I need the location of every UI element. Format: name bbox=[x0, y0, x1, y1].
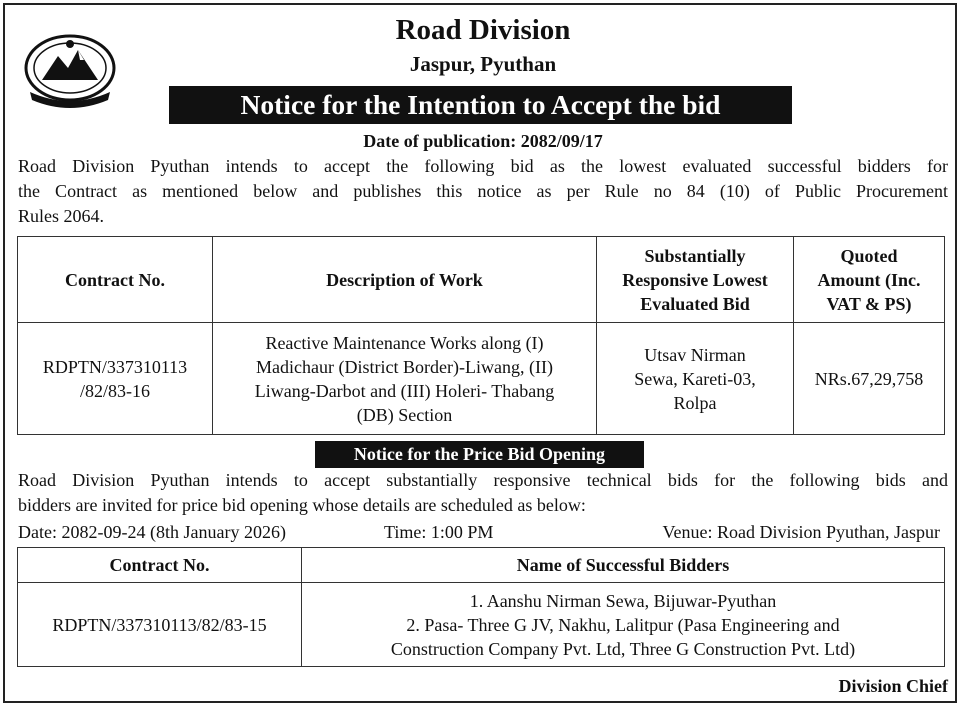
header-contract-no: Contract No. bbox=[18, 237, 213, 323]
cell-amount: NRs.67,29,758 bbox=[794, 323, 945, 435]
opening-time: Time: 1:00 PM bbox=[384, 522, 494, 542]
table-header-row bbox=[18, 237, 945, 323]
table-row bbox=[18, 583, 945, 667]
publication-date: Date of publication: 2082/09/17 bbox=[363, 131, 603, 151]
price-bid-line-2: bidders are invited for price bid opening whose details are scheduled as below: bbox=[18, 495, 586, 515]
signature-title: Division Chief bbox=[838, 676, 948, 696]
header-quoted-amount: Quoted Amount (Inc. VAT & PS) bbox=[794, 237, 945, 323]
cell-bidder: Utsav Nirman Sewa, Kareti-03, Rolpa bbox=[597, 323, 794, 435]
office-location: Jaspur, Pyuthan bbox=[409, 52, 557, 76]
table-row bbox=[18, 323, 945, 435]
intro-line-2: the Contract as mentioned below and publishes this notice as per Rule no 84 (10) of Public Procurement bbox=[18, 181, 948, 201]
notice-banner: Notice for the Intention to Accept the bid bbox=[169, 86, 792, 124]
header-bidders: Name of Successful Bidders bbox=[302, 548, 945, 583]
opening-venue: Venue: Road Division Pyuthan, Jaspur bbox=[662, 522, 940, 542]
header-evaluated-bid: Substantially Responsive Lowest Evaluated Bid bbox=[597, 237, 794, 323]
price-bid-banner: Notice for the Price Bid Opening bbox=[315, 441, 644, 468]
office-name: Road Division bbox=[395, 14, 571, 46]
cell-description: Reactive Maintenance Works along (I) Madichaur (District Border)-Liwang, (II) Liwang-Darbot and (III) Holeri- Thabang (DB) Section bbox=[213, 323, 597, 435]
accepted-bid-table bbox=[17, 236, 945, 435]
header-description: Description of Work bbox=[213, 237, 597, 323]
table-header-row bbox=[18, 548, 945, 583]
intro-line-3: Rules 2064. bbox=[18, 206, 105, 226]
cell-bidders: 1. Aanshu Nirman Sewa, Bijuwar-Pyuthan 2. Pasa- Three G JV, Nakhu, Lalitpur (Pasa Engineering and Construction Company Pvt. Ltd, Three G Construction Pvt. Ltd) bbox=[302, 583, 945, 667]
price-bid-line-1: Road Division Pyuthan intends to accept substantially responsive technical bids for the following bids and bbox=[18, 470, 948, 490]
cell-contract-no: RDPTN/337310113/82/83-15 bbox=[18, 583, 302, 667]
cell-contract-no: RDPTN/337310113 /82/83-16 bbox=[18, 323, 213, 435]
header-contract-no: Contract No. bbox=[18, 548, 302, 583]
intro-line-1: Road Division Pyuthan intends to accept the following bid as the lowest evaluated successful bidders for bbox=[18, 156, 948, 176]
opening-date: Date: 2082-09-24 (8th January 2026) bbox=[18, 522, 286, 542]
successful-bidders-table bbox=[17, 547, 945, 667]
